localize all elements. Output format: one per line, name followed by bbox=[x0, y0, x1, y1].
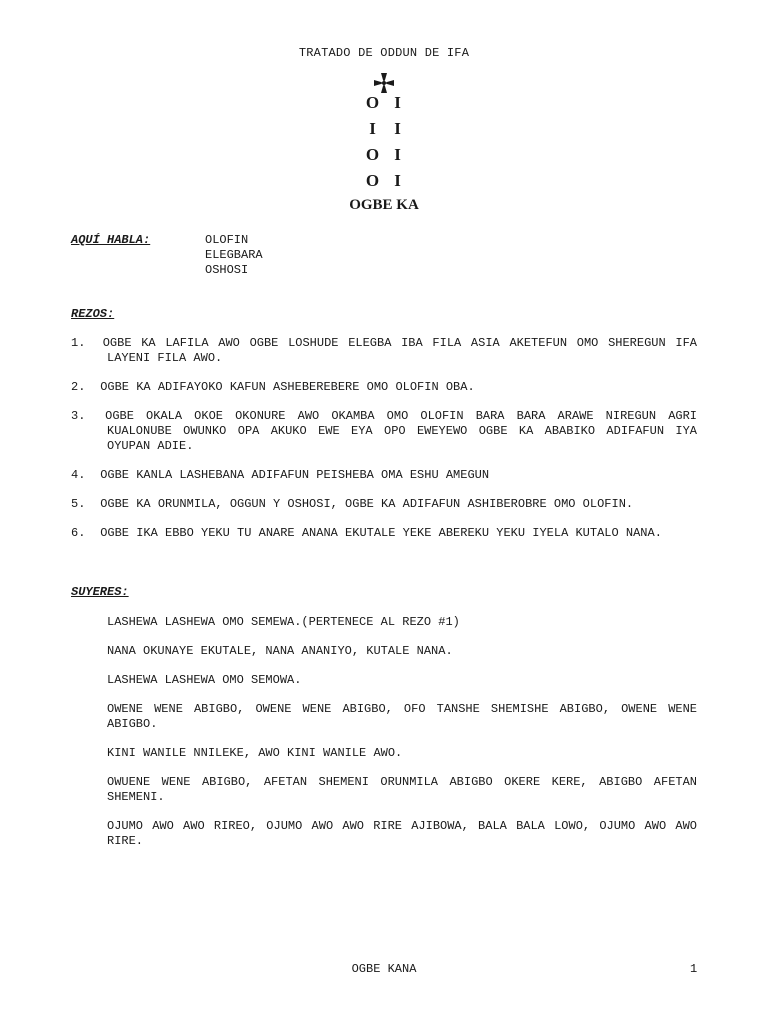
odu-mark-row-2 bbox=[360, 118, 410, 144]
rezo-item: 6. OGBE IKA EBBO YEKU TU ANARE ANANA EKUTALE YEKE ABEREKU YEKU IYELA KUTALO NANA. bbox=[71, 526, 662, 540]
odu-name-heading: OGBE KA bbox=[349, 197, 419, 213]
habla-label: AQUÍ HABLA: bbox=[71, 233, 151, 247]
document-header-title: TRATADO DE ODDUN DE IFA bbox=[298, 46, 470, 60]
odu-mark-right: I bbox=[394, 119, 401, 138]
odu-mark-row-4 bbox=[360, 170, 410, 196]
suyere-item: OWUENE WENE ABIGBO, AFETAN SHEMENI ORUNMILA ABIGBO OKERE KERE, ABIGBO AFETAN SHEMENI. bbox=[107, 775, 697, 804]
suyere-item: LASHEWA LASHEWA OMO SEMOWA. bbox=[107, 673, 302, 687]
suyeres-list bbox=[107, 615, 697, 863]
odu-mark-right: I bbox=[394, 93, 401, 112]
suyere-item: LASHEWA LASHEWA OMO SEMEWA.(PERTENECE AL REZO #1) bbox=[107, 615, 460, 629]
rezos-label: REZOS: bbox=[71, 307, 115, 321]
rezo-item: 2. OGBE KA ADIFAYOKO KAFUN ASHEBEREBERE OMO OLOFIN OBA. bbox=[71, 380, 475, 394]
suyere-item: NANA OKUNAYE EKUTALE, NANA ANANIYO, KUTALE NANA. bbox=[107, 644, 453, 658]
footer-title: OGBE KANA bbox=[351, 962, 417, 976]
suyere-item: KINI WANILE NNILEKE, AWO KINI WANILE AWO. bbox=[107, 746, 403, 760]
habla-list bbox=[205, 233, 263, 278]
odu-mark-row-3 bbox=[360, 144, 410, 170]
footer-page-number: 1 bbox=[690, 962, 698, 976]
odu-mark-left: O bbox=[365, 171, 380, 190]
rezo-item: 5. OGBE KA ORUNMILA, OGGUN Y OSHOSI, OGBE KA ADIFAFUN ASHIBEROBRE OMO OLOFIN. bbox=[71, 497, 634, 511]
suyere-item: OWENE WENE ABIGBO, OWENE WENE ABIGBO, OFO TANSHE SHEMISHE ABIGBO, OWENE WENE ABIGBO. bbox=[107, 702, 697, 731]
odu-mark-left: I bbox=[369, 119, 376, 138]
rezo-item: 3. OGBE OKALA OKOE OKONURE AWO OKAMBA OMO OLOFIN BARA BARA ARAWE NIREGUN AGRI KUALONUBE OWUNKO OPA AKUKO EWE EYA OPO EWEYEWO OGBE KA ABABIKO ADIFAFUN IYA OYUPAN ADIE. bbox=[71, 409, 698, 453]
rezos-list bbox=[71, 336, 697, 555]
odu-marks bbox=[360, 92, 410, 196]
habla-item: ELEGBARA bbox=[205, 248, 263, 262]
rezo-item: 1. OGBE KA LAFILA AWO OGBE LOSHUDE ELEGBA IBA FILA ASIA AKETEFUN OMO SHEREGUN IFA LAYENI FILA AWO. bbox=[71, 336, 697, 365]
rezo-item: 4. OGBE KANLA LASHEBANA ADIFAFUN PEISHEBA OMA ESHU AMEGUN bbox=[71, 468, 490, 482]
habla-item: OSHOSI bbox=[205, 263, 249, 277]
odu-mark-left: O bbox=[365, 93, 380, 112]
odu-mark-right: I bbox=[394, 145, 401, 164]
odu-mark-row-1 bbox=[360, 92, 410, 118]
habla-item: OLOFIN bbox=[205, 233, 249, 247]
suyere-item: OJUMO AWO AWO RIREO, OJUMO AWO AWO RIRE AJIBOWA, BALA BALA LOWO, OJUMO AWO AWO RIRE. bbox=[107, 819, 697, 848]
odu-mark-left: O bbox=[365, 145, 380, 164]
odu-mark-right: I bbox=[394, 171, 401, 190]
suyeres-label: SUYERES: bbox=[71, 585, 129, 599]
